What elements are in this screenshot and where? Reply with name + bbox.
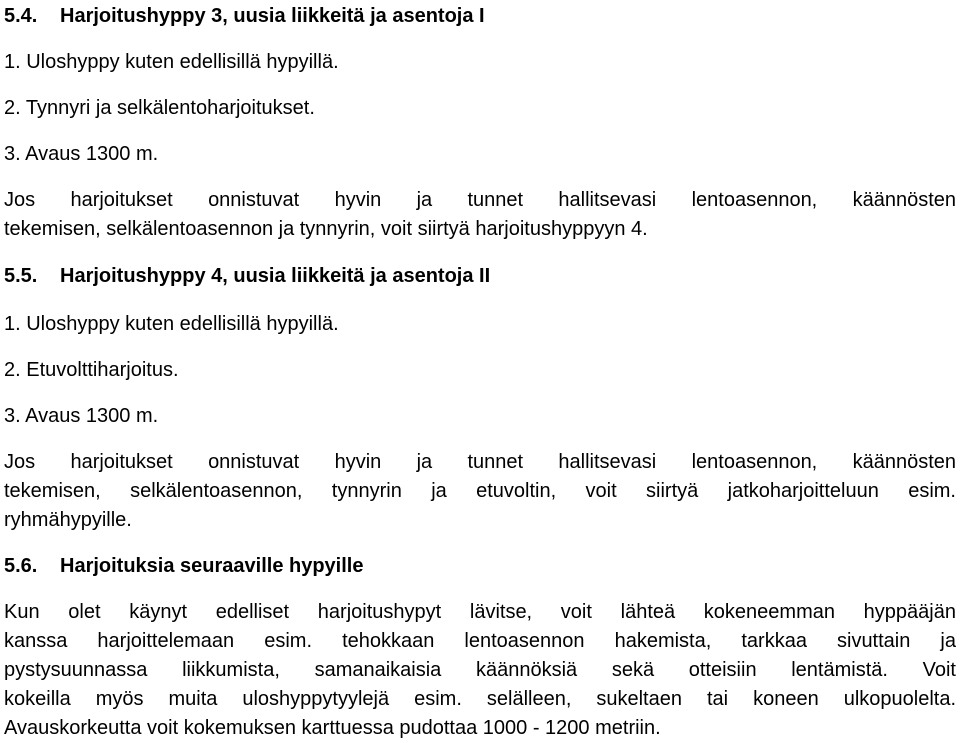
paragraph-line: Avauskorkeutta voit kokemuksen karttuessa pudottaa 1000 - 1200 metriin.: [4, 717, 661, 739]
paragraph: [4, 448, 956, 535]
section-number: 5.4.: [4, 5, 38, 27]
section-title: Harjoituksia seuraaville hypyille: [60, 555, 364, 577]
paragraph-line: tekemisen, selkälentoasennon, tynnyrin ja etuvoltin, voit siirtyä jatkoharjoitteluun esim.: [4, 480, 956, 502]
paragraph-line: kanssa harjoittelemaan esim. tehokkaan lentoasennon hakemista, tarkkaa sivuttain ja: [4, 630, 956, 652]
paragraph: [4, 598, 956, 743]
list-item: 3. Avaus 1300 m.: [4, 143, 159, 165]
section-title: Harjoitushyppy 4, uusia liikkeitä ja asentoja II: [60, 265, 491, 287]
section-heading-5-5: [4, 264, 490, 288]
list-item: 1. Uloshyppy kuten edellisillä hypyillä.: [4, 51, 339, 73]
paragraph-line: Jos harjoitukset onnistuvat hyvin ja tunnet hallitsevasi lentoasennon, käännösten: [4, 451, 956, 473]
paragraph-line: kokeilla myös muita uloshyppytyylejä esim. selälleen, sukeltaen tai koneen ulkopuolelta.: [4, 688, 956, 710]
section-heading-5-4: [4, 4, 485, 28]
paragraph-line: Kun olet käynyt edelliset harjoitushypyt lävitse, voit lähteä kokeneemman hyppääjän: [4, 601, 956, 623]
list-item: 1. Uloshyppy kuten edellisillä hypyillä.: [4, 313, 339, 335]
list-item: 2. Tynnyri ja selkälentoharjoitukset.: [4, 97, 315, 119]
section-title: Harjoitushyppy 3, uusia liikkeitä ja asentoja I: [60, 5, 485, 27]
paragraph: [4, 186, 956, 244]
paragraph-line: Jos harjoitukset onnistuvat hyvin ja tunnet hallitsevasi lentoasennon, käännösten: [4, 189, 956, 211]
section-number: 5.6.: [4, 555, 38, 577]
list-item: 2. Etuvolttiharjoitus.: [4, 359, 179, 381]
section-heading-5-6: [4, 554, 363, 578]
paragraph-line: pystysuunnassa liikkumista, samanaikaisia käännöksiä sekä otteisiin lentämistä. Voit: [4, 659, 956, 681]
paragraph-line: tekemisen, selkälentoasennon ja tynnyrin, voit siirtyä harjoitushyppyyn 4.: [4, 218, 648, 240]
section-number: 5.5.: [4, 265, 38, 287]
paragraph-line: ryhmähypyille.: [4, 509, 132, 531]
list-item: 3. Avaus 1300 m.: [4, 405, 159, 427]
